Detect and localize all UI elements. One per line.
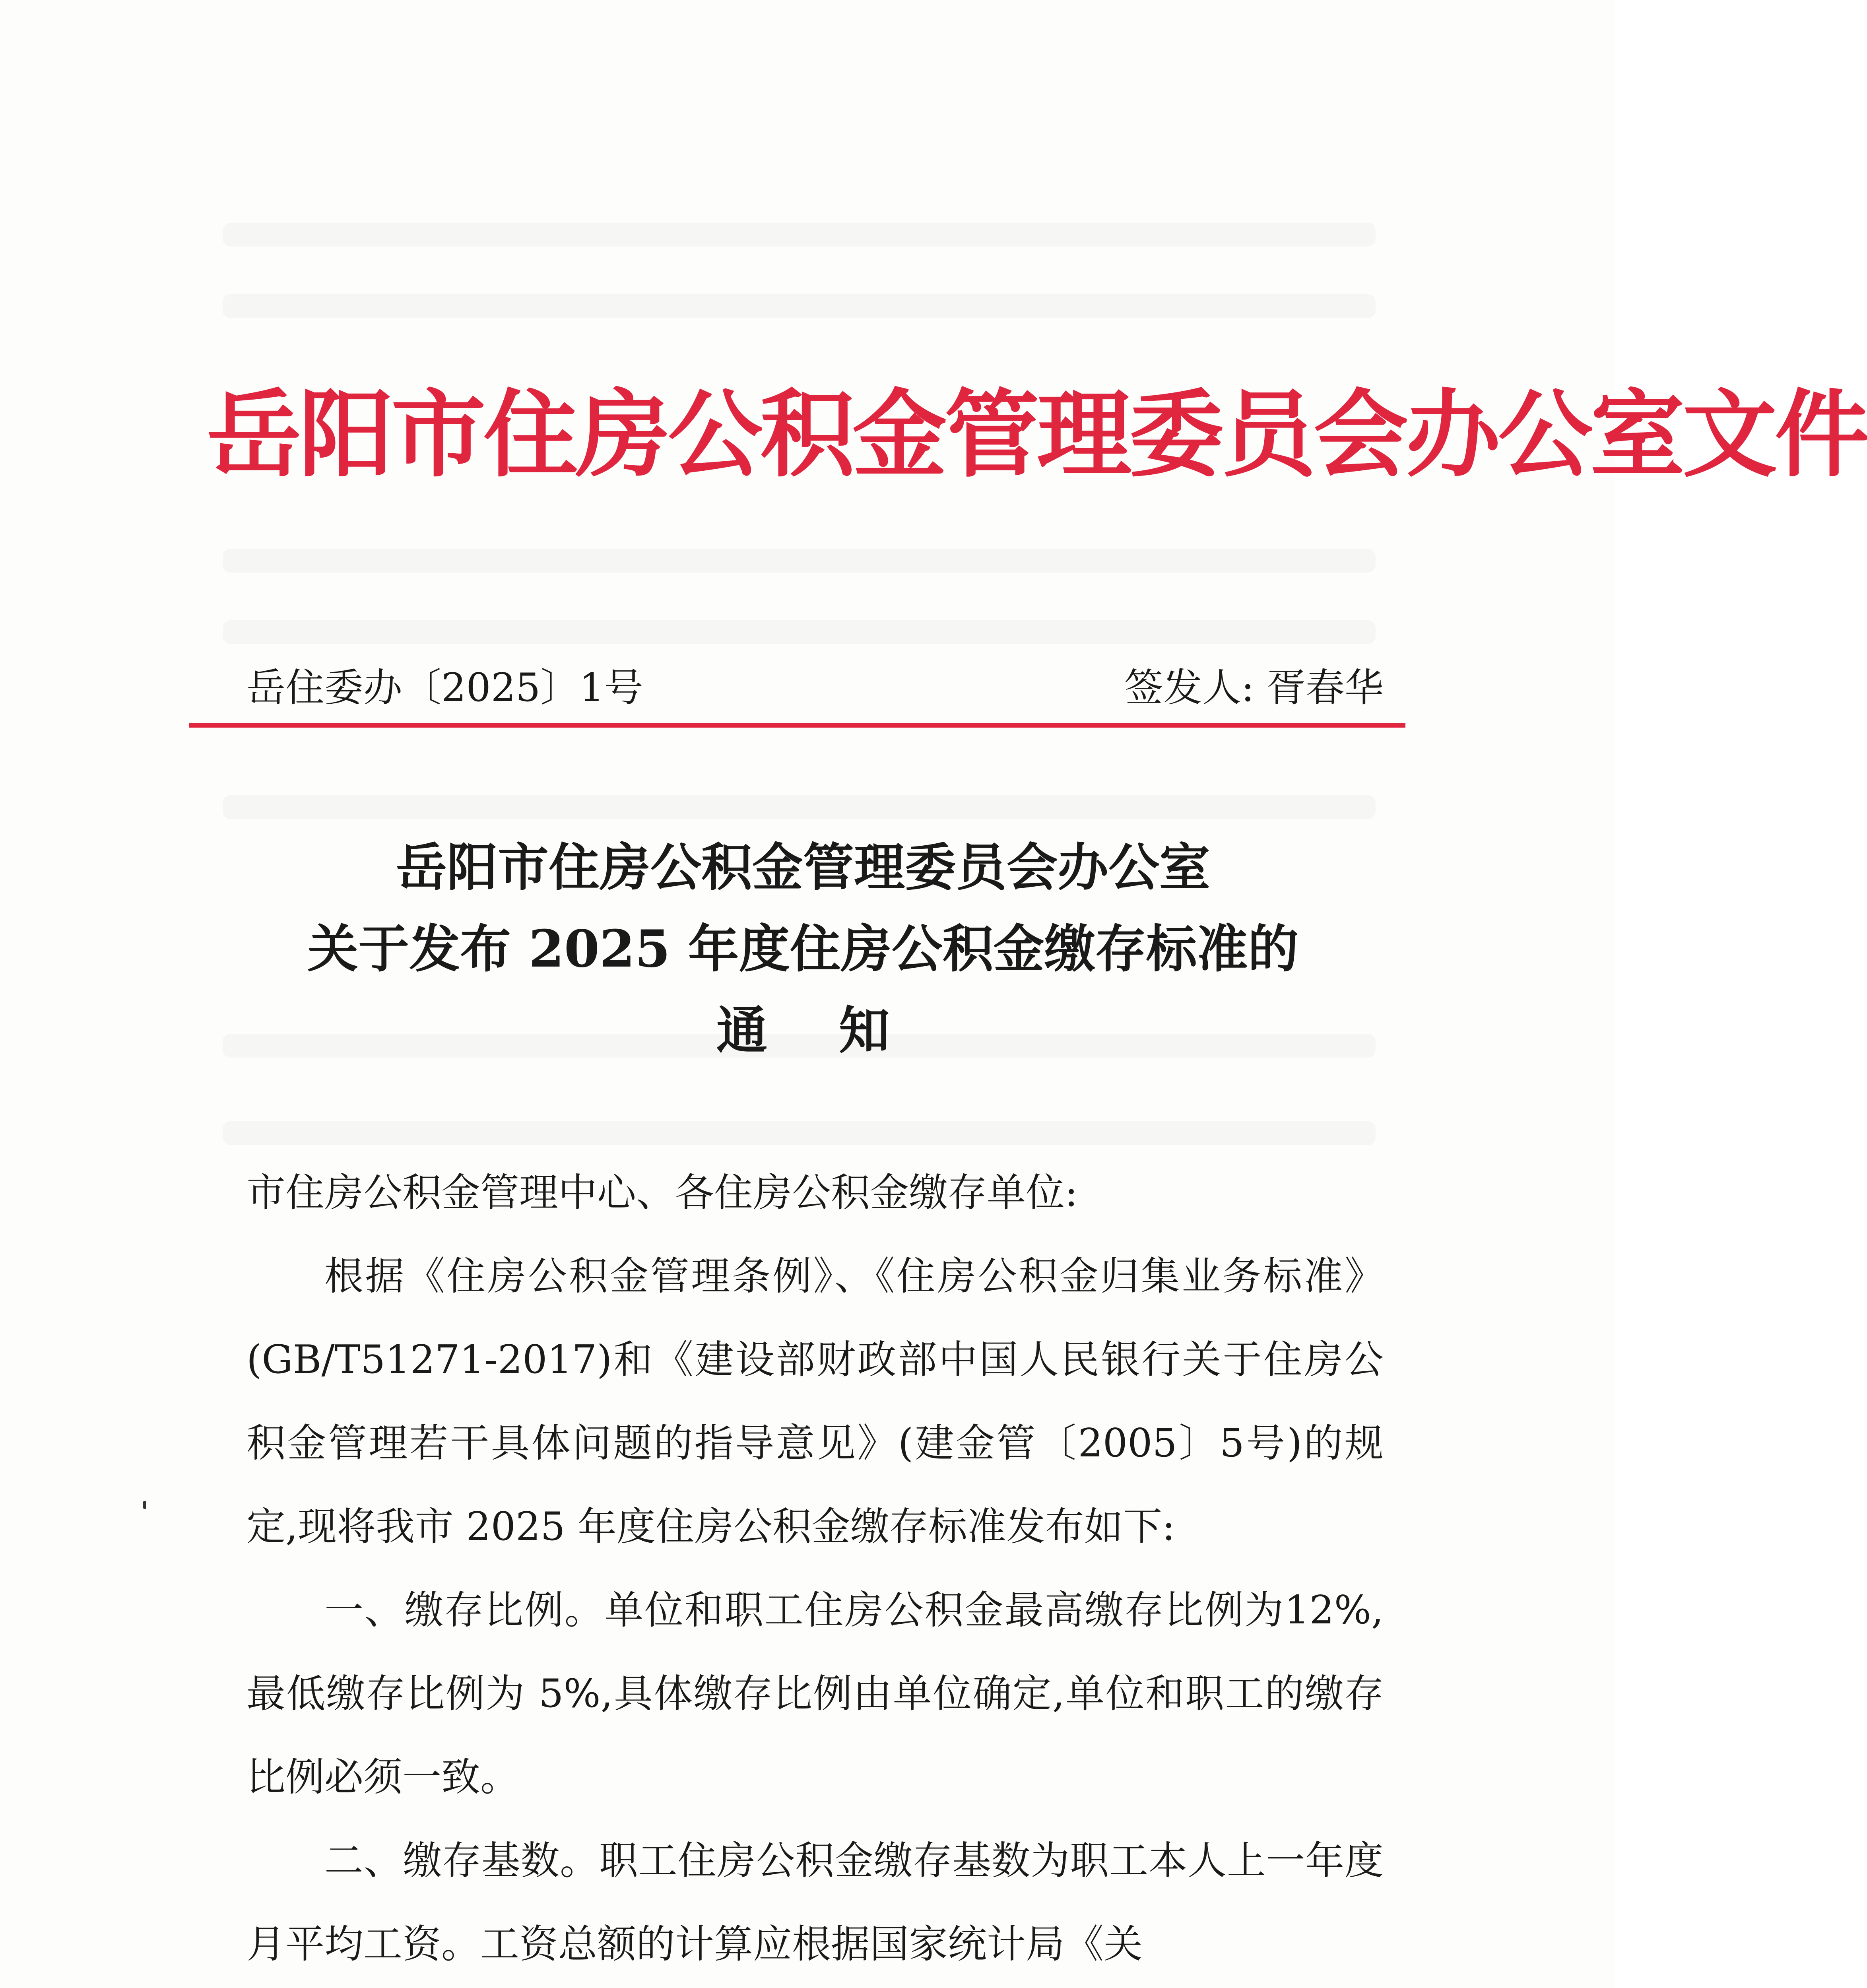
addressee: 市住房公积金管理中心、各住房公积金缴存单位: [246, 1170, 1078, 1215]
notice-title [167, 827, 1439, 1072]
document-number: 岳住委办〔2025〕1号 [246, 665, 643, 711]
signer: 签发人: 胥春华 [1124, 665, 1384, 711]
red-divider-rule [189, 723, 1405, 728]
paragraph-contribution-base: 二、缴存基数。职工住房公积金缴存基数为职工本人上一年度月平均工资。工资总额的计算应根据国家统计局《关 [246, 1838, 1384, 1967]
notice-title-line-3: 通知 [716, 1001, 961, 1060]
scan-speck [143, 1501, 146, 1509]
document-meta-row [246, 660, 1384, 716]
paragraph-basis: 根据《住房公积金管理条例》、《住房公积金归集业务标准》(GB/T51271-2017)和《建设部财政部中国人民银行关于住房公积金管理若干具体问题的指导意见》(建金管〔2005〕5号)的规定,现将我市 2025 年度住房公积金缴存标准发布如下: [246, 1254, 1384, 1549]
bleed-through-line [223, 294, 1376, 318]
bleed-through-line [223, 223, 1376, 247]
notice-title-line-2: 关于发布 2025 年度住房公积金缴存标准的 [307, 919, 1299, 979]
notice-title-line-1: 岳阳市住房公积金管理委员会办公室 [396, 838, 1210, 897]
bleed-through-line [223, 1121, 1376, 1145]
issuer-header: 岳阳市住房公积金管理委员会办公室文件 [207, 380, 1867, 490]
notice-body [246, 1151, 1384, 1986]
bleed-through-line [223, 795, 1376, 819]
bleed-through-line [223, 620, 1376, 644]
bleed-through-line [223, 549, 1376, 573]
paragraph-contribution-ratio: 一、缴存比例。单位和职工住房公积金最高缴存比例为12%,最低缴存比例为 5%,具体缴存比例由单位确定,单位和职工的缴存比例必须一致。 [246, 1588, 1384, 1800]
